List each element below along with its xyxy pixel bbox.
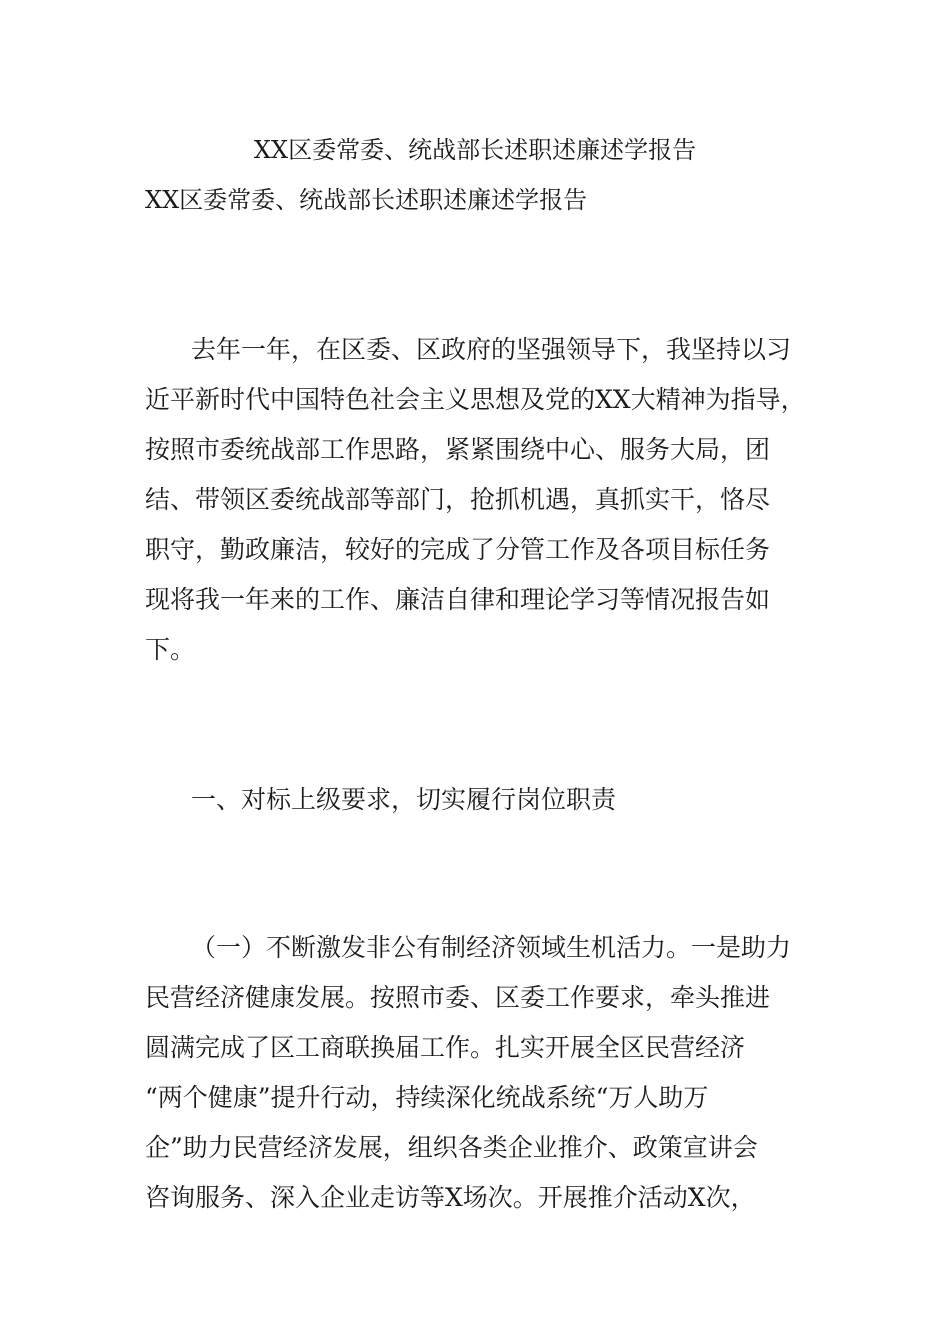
paragraph-line: 民营经济健康发展。按照市委、区委工作要求，牵头推进	[145, 983, 771, 1012]
paragraph-line: 现将我一年来的工作、廉洁自律和理论学习等情况报告如	[145, 585, 771, 614]
paragraph-line: 去年一年，在区委、区政府的坚强领导下，我坚持以习	[191, 335, 792, 364]
paragraph-line: 结、带领区委统战部等部门，抢抓机遇，真抓实干，恪尽	[145, 485, 771, 514]
document-title: XX区委常委、统战部长述职述廉述学报告	[253, 136, 697, 164]
section-heading: 一、对标上级要求，切实履行岗位职责	[191, 785, 617, 814]
paragraph-line: 按照市委统战部工作思路，紧紧围绕中心、服务大局，团	[145, 435, 771, 464]
paragraph-line: （一）不断激发非公有制经济领域生机活力。一是助力	[191, 933, 792, 962]
section-heading-block	[145, 775, 825, 825]
paragraph-line: 下。	[145, 635, 196, 664]
paragraph-line: 圆满完成了区工商联换届工作。扎实开展全区民营经济	[145, 1033, 746, 1062]
document-subtitle: XX区委常委、统战部长述职述廉述学报告	[145, 186, 588, 214]
paragraph-line: 近平新时代中国特色社会主义思想及党的XX大精神为指导，	[145, 385, 806, 414]
paragraph-line: “两个健康”提升行动，持续深化统战系统“万人助万	[145, 1083, 709, 1112]
paragraph-line: 职守，勤政廉洁，较好的完成了分管工作及各项目标任务	[145, 535, 771, 564]
subsection-paragraph	[145, 923, 825, 1223]
paragraph-line: 企”助力民营经济发展，组织各类企业推介、政策宣讲会	[145, 1133, 758, 1162]
intro-paragraph	[145, 325, 825, 675]
paragraph-line: 咨询服务、深入企业走访等X场次。开展推介活动X次，	[145, 1183, 756, 1212]
